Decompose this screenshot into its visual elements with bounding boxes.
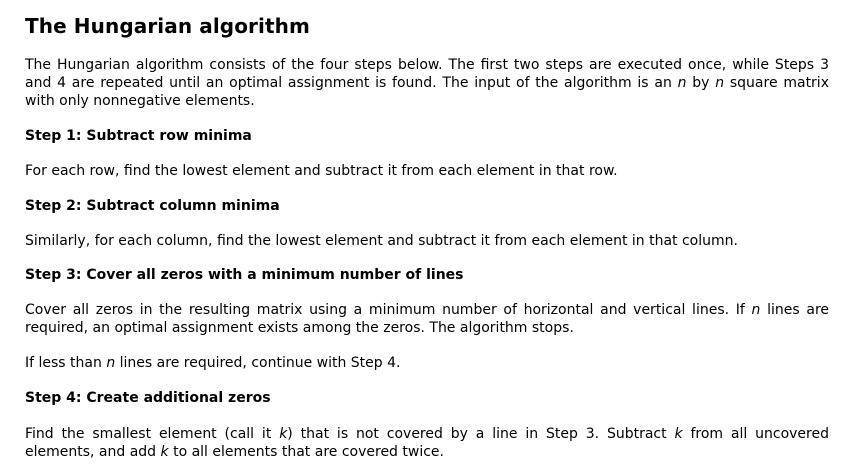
step4-var-k-3: k [160, 444, 169, 460]
intro-paragraph [25, 56, 829, 110]
step3-heading: Step 3: Cover all zeros with a minimum number of lines [25, 267, 464, 283]
step4-text-d: to all elements that are covered twice. [168, 444, 444, 460]
step4-text-b: ) that is not covered by a line in Step 3. Subtract [287, 426, 675, 442]
step3-var-n-2: n [106, 355, 116, 371]
step3-text-1a: Cover all zeros in the resulting matrix using a minimum number of horizontal and vertical lines. If [25, 302, 752, 318]
intro-text-3: square matrix with only nonnegative elements. [25, 75, 829, 109]
step2-text: Similarly, for each column, find the lowest element and subtract it from each element in that column. [25, 233, 738, 249]
page-title: The Hungarian algorithm [25, 14, 310, 38]
step3-text-2b: lines are required, continue with Step 4. [115, 355, 401, 371]
step3-var-n-1: n [751, 302, 761, 318]
step4-var-k-2: k [674, 426, 683, 442]
intro-text-2: by [686, 75, 716, 91]
step2-heading: Step 2: Subtract column minima [25, 198, 280, 214]
step4-var-k-1: k [279, 426, 288, 442]
step1-text: For each row, find the lowest element and subtract it from each element in that row. [25, 163, 618, 179]
step4-text [25, 425, 829, 461]
step3-text-2 [25, 354, 829, 372]
intro-text-1: The Hungarian algorithm consists of the four steps below. The first two steps are executed once, while Steps 3 and 4 are repeated until an optimal assignment is found. The input of the algorithm is an [25, 57, 829, 91]
step3-text-1 [25, 301, 829, 337]
step4-text-a: Find the smallest element (call it [25, 426, 280, 442]
intro-var-n-2: n [715, 75, 725, 91]
step3-text-2a: If less than [25, 355, 107, 371]
intro-var-n-1: n [677, 75, 687, 91]
step4-text-c: from all uncovered elements, and add [25, 426, 829, 460]
step4-heading: Step 4: Create additional zeros [25, 390, 271, 406]
step3-text-1b: lines are required, an optimal assignment exists among the zeros. The algorithm stops. [25, 302, 830, 336]
step1-heading: Step 1: Subtract row minima [25, 128, 252, 144]
